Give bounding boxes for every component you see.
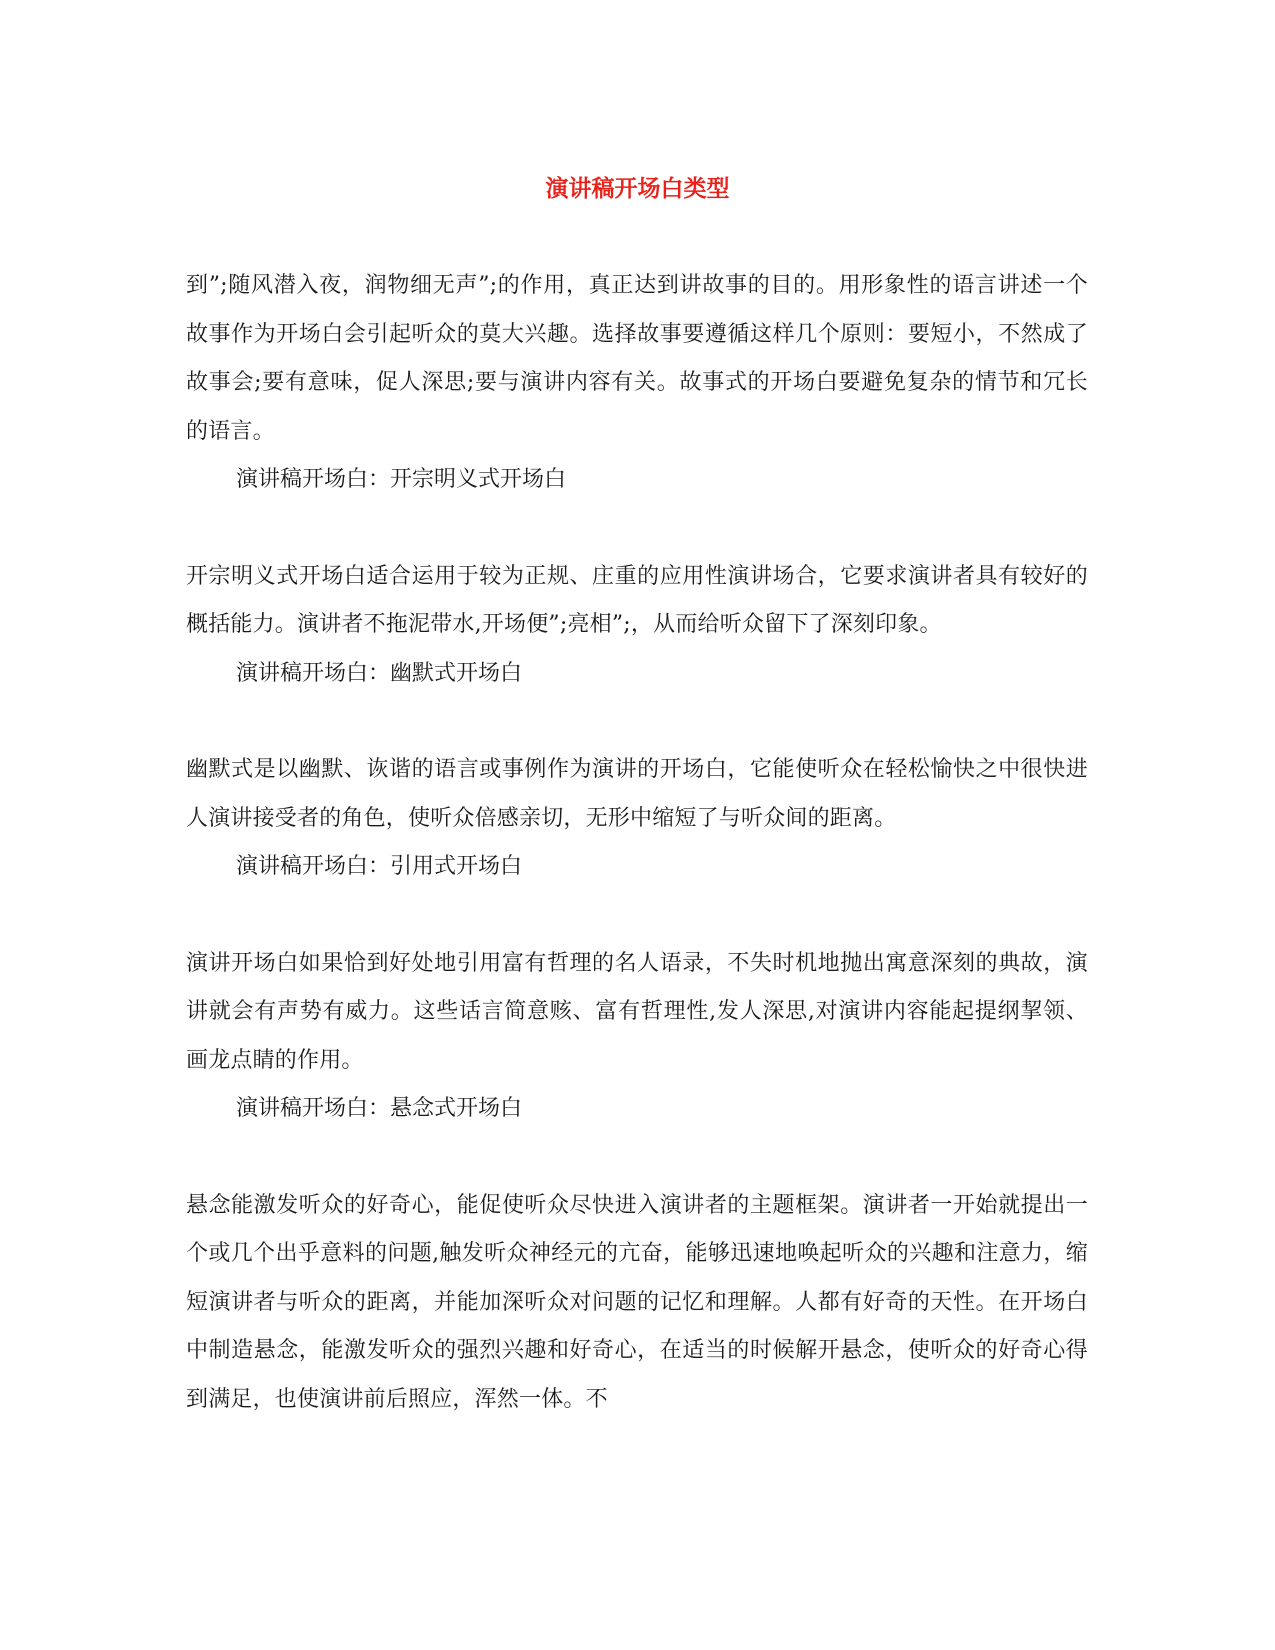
page-title: 演讲稿开场白类型 [545, 176, 730, 202]
section-heading-humor-opening: 演讲稿开场白：幽默式开场白 [236, 660, 523, 686]
document-body [186, 262, 1088, 1424]
spacer [186, 698, 1088, 746]
paragraph-suspense-opening: 悬念能激发听众的好奇心，能促使听众尽快进入演讲者的主题框架。演讲者一开始就提出一个或几个出乎意料的问题,触发听众神经元的亢奋，能够迅速地唤起听众的兴趣和注意力，缩短演讲者与听众的距离，并能加深听众对问题的记忆和理解。人都有好奇的天性。在开场白中制造悬念，能激发听众的强烈兴趣和好奇心，在适当的时候解开悬念，使听众的好奇心得到满足，也使演讲前后照应，浑然一体。不 [186, 1192, 1088, 1412]
spacer [186, 505, 1088, 553]
paragraph-direct-opening: 开宗明义式开场白适合运用于较为正规、庄重的应用性演讲场合，它要求演讲者具有较好的概括能力。演讲者不拖泥带水,开场便”;亮相”;，从而给听众留下了深刻印象。 [186, 563, 1088, 637]
section-heading-direct-opening: 演讲稿开场白：开宗明义式开场白 [236, 467, 567, 492]
spacer [186, 1134, 1088, 1182]
paragraph-quote-opening: 演讲开场白如果恰到好处地引用富有哲理的名人语录，不失时机地抛出寓意深刻的典故，演讲就会有声势有威力。这些话言简意赅、富有哲理性,发人深思,对演讲内容能起提纲挈领、画龙点睛的作用。 [186, 950, 1088, 1073]
paragraph-humor-opening: 幽默式是以幽默、诙谐的语言或事例作为演讲的开场白，它能使听众在轻松愉快之中很快进人演讲接受者的角色，使听众倍感亲切，无形中缩短了与听众间的距离。 [186, 757, 1088, 831]
spacer [186, 892, 1088, 940]
section-heading-suspense-opening: 演讲稿开场白：悬念式开场白 [236, 1096, 523, 1121]
paragraph-story-opening: 到”;随风潜入夜，润物细无声”;的作用，真正达到讲故事的目的。用形象性的语言讲述一个故事作为开场白会引起听众的莫大兴趣。选择故事要遵循这样几个原则：要短小，不然成了故事会;要有意味，促人深思;要与演讲内容有关。故事式的开场白要避免复杂的情节和冗长的语言。 [186, 273, 1088, 444]
section-heading-quote-opening: 演讲稿开场白：引用式开场白 [236, 854, 523, 879]
